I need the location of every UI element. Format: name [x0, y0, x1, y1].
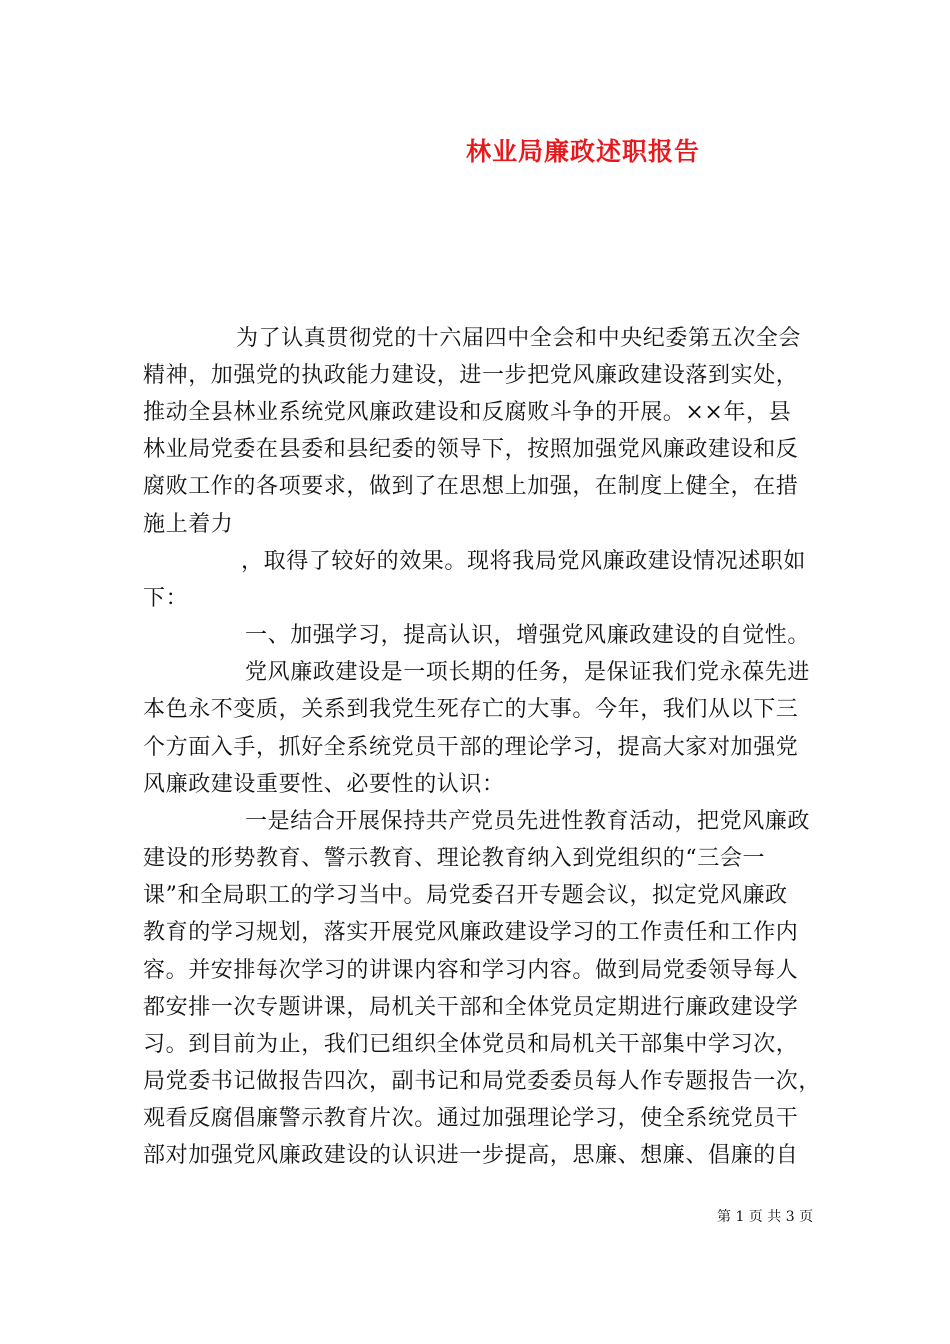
body-line: 党风廉政建设是一项长期的任务，是保证我们党永葆先进	[245, 660, 811, 685]
body-line: 为了认真贯彻党的十六届四中全会和中央纪委第五次全会	[236, 326, 802, 351]
body-line: 一是结合开展保持共产党员先进性教育活动，把党风廉政	[245, 809, 811, 834]
body-line: 课”和全局职工的学习当中。局党委召开专题会议，拟定党风廉政	[143, 883, 788, 908]
body-line: 部对加强党风廉政建设的认识进一步提高，思廉、想廉、倡廉的自	[143, 1143, 799, 1168]
body-line: 局党委书记做报告四次，副书记和局党委委员每人作专题报告一次，	[143, 1069, 822, 1094]
body-line: ，取得了较好的效果。现将我局党风廉政建设情况述职如	[241, 549, 807, 574]
body-line: 推动全县林业系统党风廉政建设和反腐败斗争的开展。××年，县	[143, 400, 792, 425]
body-line: 习。到目前为止，我们已组织全体党员和局机关干部集中学习次，	[143, 1032, 799, 1057]
body-line: 教育的学习规划，落实开展党风廉政建设学习的工作责任和工作内	[143, 920, 799, 945]
page-number-footer: 第 1 页 共 3 页	[717, 1209, 814, 1225]
document-title: 林业局廉政述职报告	[465, 137, 700, 166]
body-line: 风廉政建设重要性、必要性的认识：	[143, 772, 505, 797]
body-line: 建设的形势教育、警示教育、理论教育纳入到党组织的“三会一	[143, 846, 766, 871]
body-line: 本色永不变质，关系到我党生死存亡的大事。今年，我们从以下三	[143, 697, 799, 722]
body-line: 一、加强学习，提高认识，增强党风廉政建设的自觉性。	[245, 623, 811, 648]
body-line: 林业局党委在县委和县纪委的领导下，按照加强党风廉政建设和反	[143, 437, 799, 462]
body-line: 腐败工作的各项要求，做到了在思想上加强，在制度上健全，在措	[143, 474, 799, 499]
body-line: 个方面入手，抓好全系统党员干部的理论学习，提高大家对加强党	[143, 735, 799, 760]
body-line: 都安排一次专题讲课，局机关干部和全体党员定期进行廉政建设学	[143, 995, 799, 1020]
body-line: 精神，加强党的执政能力建设，进一步把党风廉政建设落到实处，	[143, 363, 799, 388]
body-line: 下：	[143, 586, 189, 611]
body-line: 施上着力	[143, 512, 234, 537]
body-line: 容。并安排每次学习的讲课内容和学习内容。做到局党委领导每人	[143, 958, 799, 983]
body-line: 观看反腐倡廉警示教育片次。通过加强理论学习，使全系统党员干	[143, 1106, 799, 1131]
